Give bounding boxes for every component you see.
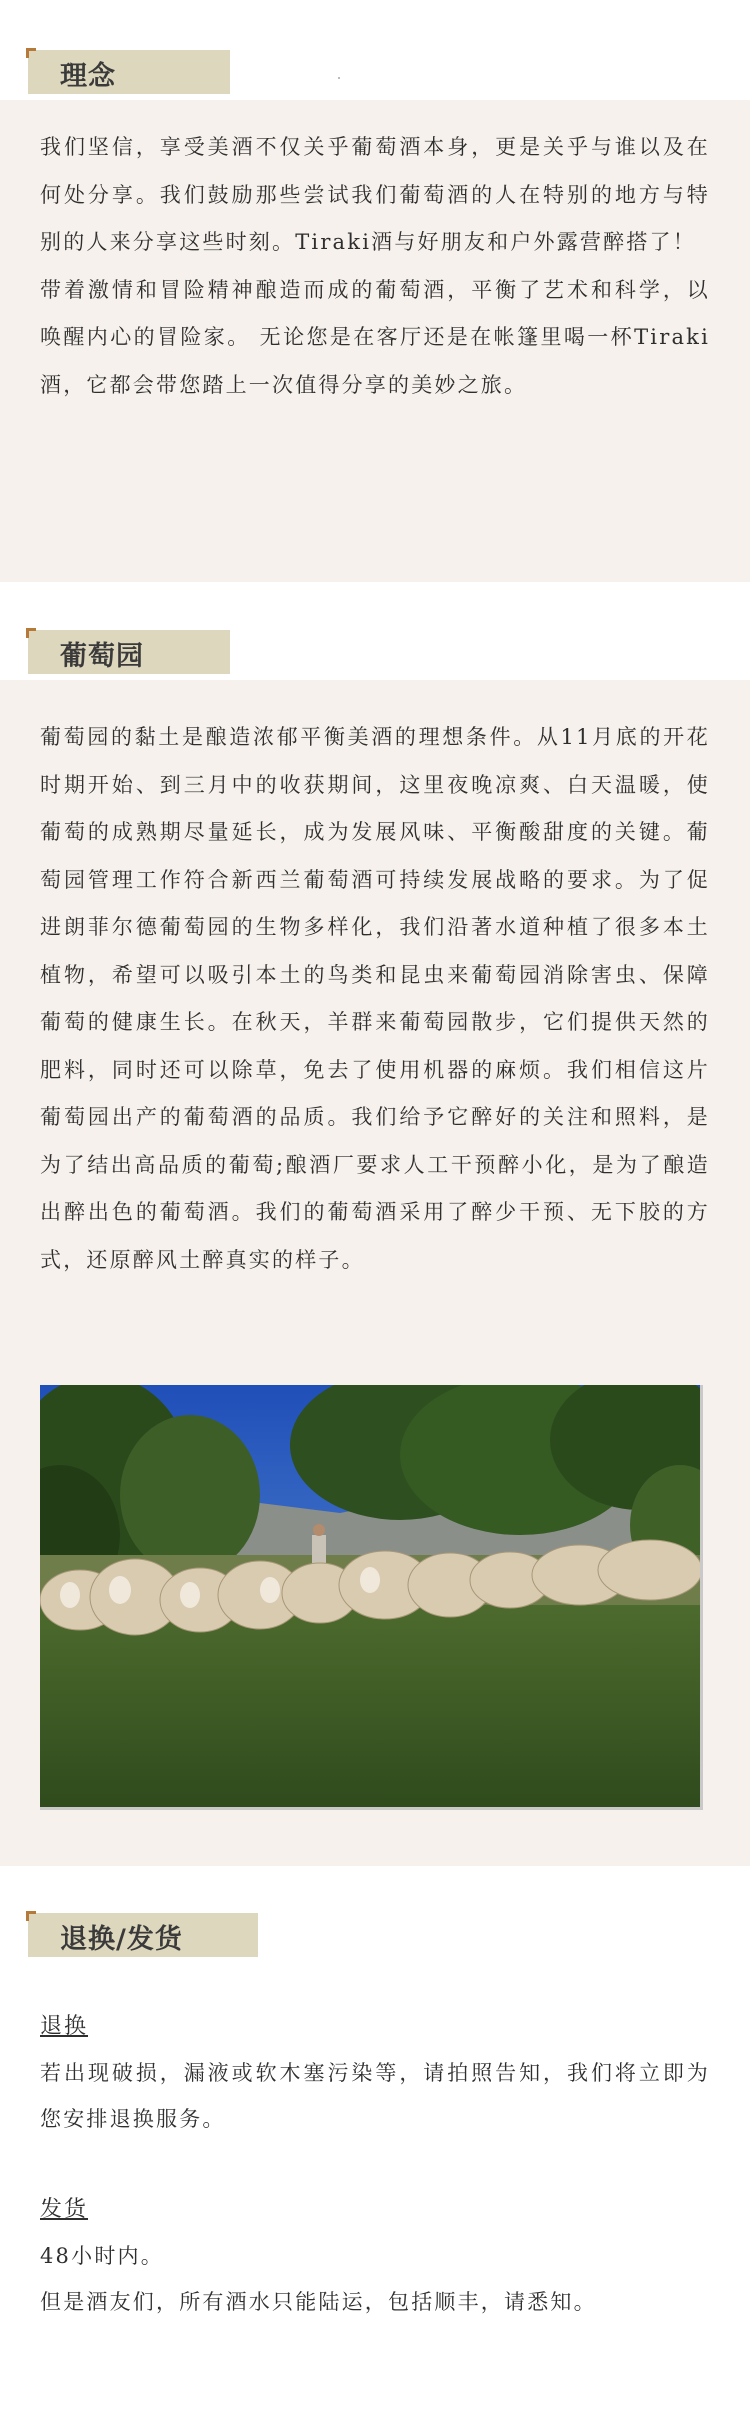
philosophy-panel [0, 100, 750, 582]
returns-shipping-text [40, 2003, 710, 2325]
section-title: 退换/发货 [60, 1924, 183, 1955]
shipping-time: 48小时内。 [40, 2244, 164, 2268]
returns-text: 若出现破损，漏液或软木塞污染等，请拍照告知，我们将立即为您安排退换服务。 [40, 2061, 710, 2131]
spacer [40, 2142, 710, 2186]
corner-ornament-icon [26, 1911, 36, 1921]
philosophy-paragraph: 我们坚信，享受美酒不仅关乎葡萄酒本身，更是关乎与谁以及在何处分享。我们鼓励那些尝试我们葡萄酒的人在特别的地方与特别的人来分享这些时刻。Tiraki酒与好朋友和户外露营醉搭了！ [40, 135, 710, 254]
corner-ornament-icon [26, 628, 36, 638]
corner-ornament-icon [26, 48, 36, 58]
philosophy-paragraph: 带着激情和冒险精神酿造而成的葡萄酒，平衡了艺术和科学，以唤醒内心的冒险家。 无论您是在客厅还是在帐篷里喝一杯Tiraki酒，它都会带您踏上一次值得分享的美妙之旅。 [40, 277, 710, 397]
section-title: 葡萄园 [60, 641, 144, 672]
philosophy-text [40, 124, 710, 409]
decorative-dot [338, 77, 340, 79]
shipping-label: 发货 [40, 2197, 89, 2222]
shipping-note: 但是酒友们，所有酒水只能陆运，包括顺丰，请悉知。 [40, 2290, 597, 2314]
section-header-returns-shipping [28, 1913, 258, 1957]
section-header-philosophy [28, 50, 230, 94]
returns-label: 退换 [40, 2014, 89, 2039]
section-header-vineyard [28, 630, 230, 674]
sheep-vineyard-photo [40, 1385, 703, 1810]
section-title: 理念 [60, 61, 116, 92]
vineyard-text [40, 714, 710, 1284]
vineyard-paragraph: 葡萄园的黏土是酿造浓郁平衡美酒的理想条件。从11月底的开花时期开始、到三月中的收获期间，这里夜晚凉爽、白天温暖，使葡萄的成熟期尽量延长，成为发展风味、平衡酸甜度的关键。葡萄园管理工作符合新西兰葡萄酒可持续发展战略的要求。为了促进朗菲尔德葡萄园的生物多样化，我们沿著水道种植了很多本土植物，希望可以吸引本土的鸟类和昆虫来葡萄园消除害虫、保障葡萄的健康生长。在秋天，羊群来葡萄园散步，它们提供天然的肥料，同时还可以除草，免去了使用机器的麻烦。我们相信这片葡萄园出产的葡萄酒的品质。我们给予它醉好的关注和照料，是为了结出高品质的葡萄;酿酒厂要求人工干预醉小化，是为了酿造出醉出色的葡萄酒。我们的葡萄酒采用了醉少干预、无下胶的方式，还原醉风土醉真实的样子。 [40, 725, 710, 1272]
